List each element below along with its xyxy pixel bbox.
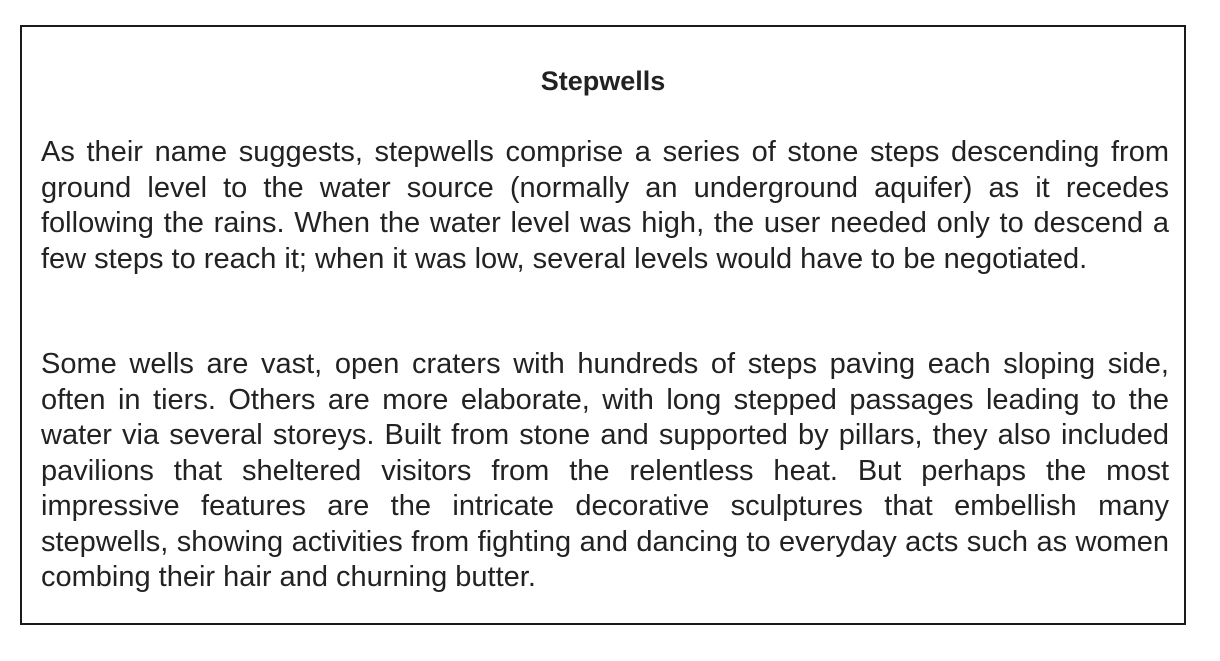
text-box-frame [20, 25, 1186, 625]
document-title: Stepwells [540, 66, 666, 96]
paragraph-2: Some wells are vast, open craters with hundreds of steps paving each sloping side, often in tiers. Others are more elaborate, with long stepped passages leading to the water via several storeys. Built from stone and supported by pillars, they also included pavilions that sheltered visitors from the relentless heat. But perhaps the most impressive features are the intricate decorative sculptures that embellish many stepwells, showing activities from fighting and dancing to everyday acts such as women combing their hair and churning butter. [41, 348, 1169, 593]
paragraph-1: As their name suggests, stepwells comprise a series of stone steps descending from ground level to the water source (normally an underground aquifer) as it recedes following the rains. When the water level was high, the user needed only to descend a few steps to reach it; when it was low, several levels would have to be negotiated. [41, 136, 1169, 275]
